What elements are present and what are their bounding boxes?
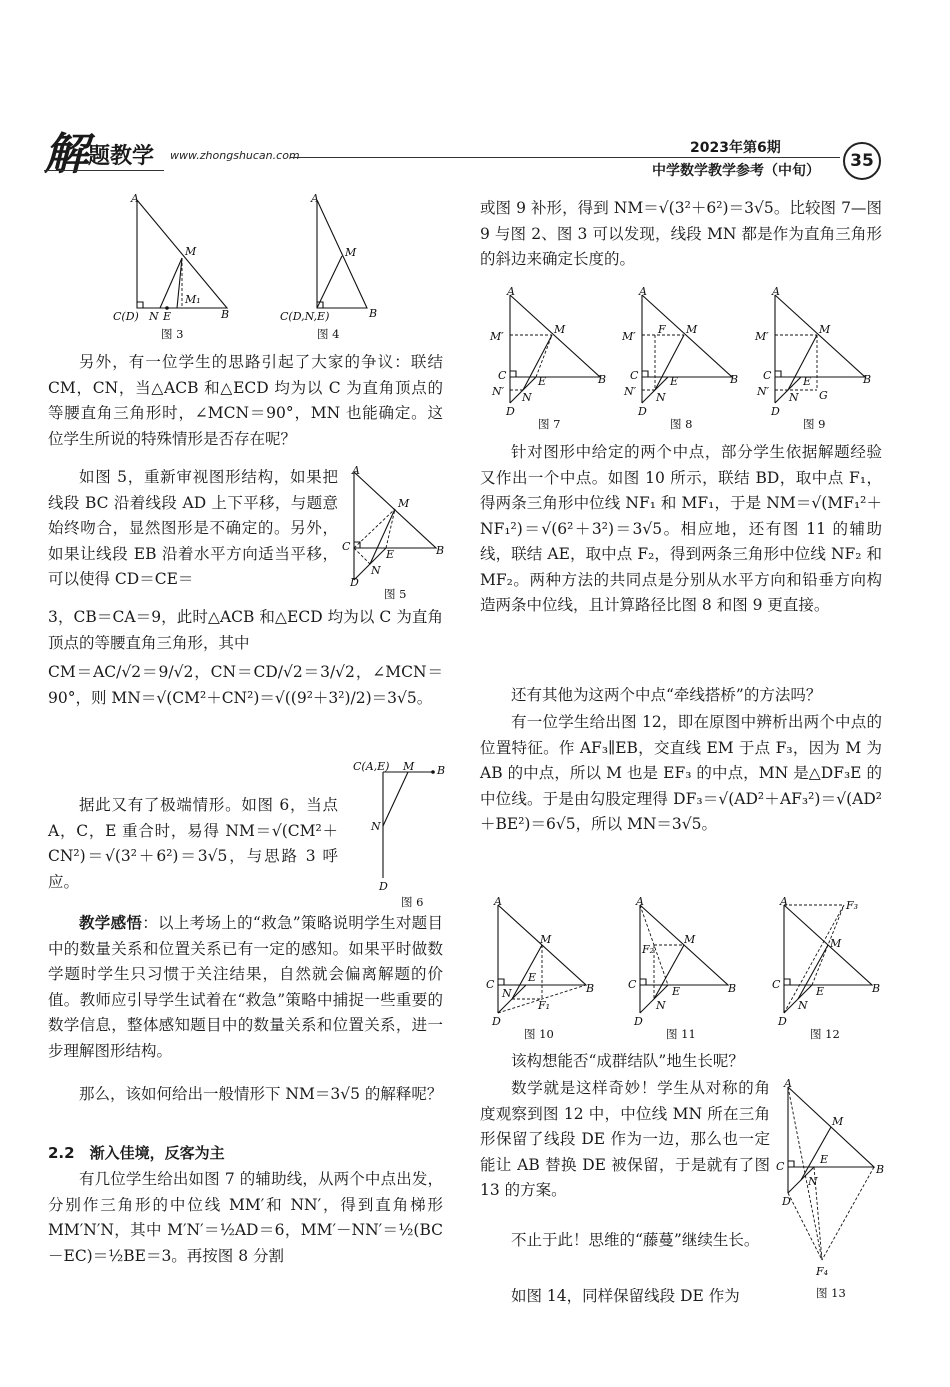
fig8-label-mp: M′	[622, 330, 636, 343]
fig13-label-b: B	[876, 1163, 885, 1176]
teaching-insight-label: 教学感悟	[79, 913, 143, 932]
fig11-label-c: C	[628, 978, 637, 991]
fig3-label-m: M	[185, 245, 197, 258]
fig6-label-n: N	[371, 820, 381, 833]
fig7-triangle-acb	[510, 295, 600, 377]
fig6-segment-nm	[383, 772, 408, 826]
teaching-insight-text: ：以上考场上的“救急”策略说明学生对题目中的数量关系和位置关系已有一定的感知。如果平时做数学题时学生只习惯于关注结果，自然就会偏离解题的价值。教师应引导学生试着在“救急”策略中捕捉一些重要的数学信息，整体感知题目中的数量关系和位置关系，进一步理解图形结构。	[48, 914, 443, 1060]
fig8-right-angle	[642, 371, 648, 377]
fig12-label-f3: F₃	[846, 899, 859, 912]
fig6-label-d: D	[379, 880, 388, 893]
right-paragraph-4: 有一位学生给出图 12，即在原图中辨析出两个中点的位置特征。作 AF₃∥EB，交直线 EM 于点 F₃，因为 M 为 AB 的中点，所以 M 也是 EF₃ 的中点，MN 是△DF₃E 的中位线。于是由勾股定理得 DF₃＝√(AD²＋AF₃²)＝√(AD²＋BE²)＝6√5，所以 MN＝3√5。	[480, 713, 882, 833]
fig7-label-n: N	[522, 391, 532, 404]
fig10-label-a: A	[494, 895, 502, 908]
fig7-right-angle	[510, 371, 516, 377]
figure-3	[105, 190, 245, 345]
fig12-label-a: A	[780, 895, 788, 908]
fig4-segment-nm	[317, 256, 342, 308]
fig8-label-c: C	[630, 369, 639, 382]
left-paragraph-6: 有几位学生给出如图 7 的辅助线，从两个中点出发，分别作三角形的中位线 MM′和 NN′，得到直角梯形 MM′N′N，其中 M′N′＝½AD＝6，MM′－NN′＝½(BC－EC)＝½BE＝3。再按图 8 分割	[48, 1170, 443, 1265]
fig9-label-np: N′	[757, 385, 770, 398]
fig8-label-np: N′	[624, 385, 637, 398]
fig8-label-b: B	[730, 373, 739, 386]
fig10-right-angle	[498, 979, 504, 985]
right-paragraph-6: 数学就是这样奇妙！学生从对称的角度观察到图 12 中，中位线 MN 所在三角形保留了线段 DE 作为一边，那么也一定能让 AB 替换 DE 被保留，于是就有了图 13 的方案。	[480, 1079, 770, 1199]
header-rule	[290, 157, 840, 158]
fig9-triangle-acb	[775, 295, 865, 377]
fig11-label-a: A	[636, 895, 644, 908]
fig3-caption: 图 3	[161, 327, 184, 341]
fig3-label-cd: C(D)	[113, 310, 139, 323]
fig10-caption: 图 10	[524, 1027, 554, 1041]
column-logo	[44, 118, 154, 182]
fig12-label-m: M	[830, 937, 842, 950]
fig13-label-n: N	[808, 1175, 818, 1188]
fig5-label-e: E	[386, 548, 395, 561]
fig7-label-c: C	[498, 369, 507, 382]
right-paragraph-3: 还有其他为这两个中点“牵线搭桥”的方法吗？	[511, 686, 822, 704]
fig12-right-angle	[784, 979, 790, 985]
figure-5	[340, 462, 450, 607]
fig3-label-m1: M₁	[185, 293, 201, 306]
fig7-label-m: M	[554, 323, 566, 336]
fig3-triangle-acb	[137, 200, 227, 308]
fig5-dash-cn	[354, 548, 370, 564]
fig3-label-b: B	[221, 308, 230, 321]
fig9-label-b: B	[863, 373, 872, 386]
fig13-label-c: C	[776, 1160, 785, 1173]
fig13-label-f4: F₄	[816, 1265, 829, 1278]
fig9-label-e: E	[803, 375, 812, 388]
fig10-label-f1: F₁	[538, 999, 551, 1012]
header-url: www.zhongshucan.com	[170, 149, 300, 162]
figure-9	[755, 285, 880, 435]
fig11-label-m: M	[684, 933, 696, 946]
fig9-label-a: A	[772, 285, 780, 298]
fig9-caption: 图 9	[803, 417, 826, 431]
fig3-label-a: A	[131, 192, 139, 205]
fig5-label-m: M	[398, 497, 410, 510]
header-rule-left	[44, 170, 164, 171]
fig12-label-c: C	[772, 978, 781, 991]
fig8-label-m: M	[686, 323, 698, 336]
fig12-label-b: B	[872, 982, 881, 995]
left-paragraph-4	[48, 910, 443, 1064]
fig6-label-m: M	[403, 760, 415, 773]
fig7-dash-em	[536, 335, 552, 377]
fig5-label-c: C	[342, 540, 351, 553]
fig10-label-n: N	[502, 987, 512, 1000]
fig9-right-angle	[775, 371, 781, 377]
fig13-right-angle	[788, 1161, 794, 1167]
fig3-label-n: N	[149, 310, 159, 323]
fig7-caption: 图 7	[538, 417, 561, 431]
fig5-label-n: N	[371, 564, 381, 577]
fig8-label-e: E	[670, 375, 679, 388]
fig11-label-d: D	[634, 1015, 643, 1028]
fig9-label-mp: M′	[755, 330, 769, 343]
fig3-segment-nm	[160, 258, 182, 308]
fig4-label-cdne: C(D,N,E)	[280, 310, 330, 323]
fig8-label-d: D	[638, 405, 647, 418]
fig8-label-a: A	[639, 285, 647, 298]
header-issue: 2023年第6期	[690, 140, 781, 156]
left-paragraph-2a: 如图 5，重新审视图形结构，如果把线段 BC 沿着线段 AD 上下平移，与题意始终吻合，显然图形是不确定的。另外，如果让线段 EB 沿着水平方向适当平移，可以使得 CD＝CE＝	[48, 468, 338, 588]
left-paragraph-2b: 3，CB＝CA＝9，此时△ACB 和△ECD 均为以 C 为直角顶点的等腰直角三角形，其中	[48, 608, 443, 652]
figure-13	[770, 1075, 895, 1305]
fig13-label-e: E	[820, 1153, 829, 1166]
fig10-label-d: D	[492, 1015, 501, 1028]
fig6-label-cae: C(A,E)	[353, 760, 390, 773]
fig11-right-angle	[640, 979, 646, 985]
fig4-label-a: A	[311, 192, 319, 205]
fig6-caption: 图 6	[401, 895, 424, 909]
fig7-label-d: D	[506, 405, 515, 418]
left-paragraph-1: 另外，有一位学生的思路引起了大家的争议：联结 CM，CN，当△ACB 和△ECD 均为以 C 为直角顶点的等腰直角三角形时，∠MCN＝90°，MN 也能确定。这位学生所说的特殊情形是否存在呢？	[48, 353, 443, 448]
figure-11	[622, 895, 752, 1045]
fig8-label-n: N	[656, 391, 666, 404]
fig9-label-g: G	[819, 389, 828, 402]
fig5-label-b: B	[436, 544, 445, 557]
fig9-label-c: C	[763, 369, 772, 382]
fig11-label-b: B	[728, 982, 737, 995]
right-paragraph-5: 该构想能否“成群结队”地生长呢？	[511, 1052, 744, 1070]
fig5-label-a: A	[352, 464, 360, 477]
fig8-triangle-acb	[642, 295, 732, 377]
fig5-dash-em	[386, 509, 395, 548]
fig11-label-n: N	[656, 999, 666, 1012]
fig11-label-e: E	[672, 985, 681, 998]
fig6-label-b: B	[437, 764, 446, 777]
fig7-label-a: A	[507, 285, 515, 298]
right-paragraph-1: 或图 9 补形，得到 NM＝√(3²＋6²)＝3√5。比较图 7—图 9 与图 2、图 3 可以发现，线段 MN 都是作为直角三角形的斜边来确定长度的。	[480, 199, 882, 268]
fig10-segment-nm	[512, 945, 542, 999]
fig3-label-e: E	[163, 310, 172, 323]
fig3-segment-em	[177, 258, 182, 308]
fig13-caption: 图 13	[816, 1286, 846, 1300]
fig12-label-e: E	[816, 985, 825, 998]
right-paragraph-7: 不止于此！思维的“藤蔓”继续生长。	[511, 1231, 760, 1249]
fig6-point-b	[431, 770, 435, 774]
fig9-label-d: D	[771, 405, 780, 418]
column-logo-small: 题教学	[88, 144, 155, 169]
fig7-label-b: B	[598, 373, 607, 386]
left-paragraph-5: 那么，该如何给出一般情形下 NM＝3√5 的解释呢？	[79, 1085, 443, 1103]
fig4-label-m: M	[345, 246, 357, 259]
figure-8	[622, 285, 747, 435]
fig8-caption: 图 8	[670, 417, 693, 431]
fig9-label-m: M	[819, 323, 831, 336]
fig13-label-a: A	[784, 1077, 792, 1090]
header-journal: 中学数学教学参考（中旬）	[652, 163, 820, 179]
column-logo-big: 解	[44, 129, 86, 180]
figure-7	[490, 285, 615, 435]
fig11-caption: 图 11	[666, 1027, 696, 1041]
fig4-label-b: B	[369, 307, 378, 320]
left-paragraph-3: 据此又有了极端情形。如图 6，当点 A，C，E 重合时，易得 NM＝√(CM²＋CN²)＝√(3²＋6²)＝3√5，与思路 3 呼应。	[48, 796, 338, 891]
figure-10	[480, 895, 610, 1045]
fig7-label-e: E	[538, 375, 547, 388]
fig7-label-mp: M′	[490, 330, 504, 343]
fig11-label-f2: F₂	[642, 943, 655, 956]
fig7-label-np: N′	[492, 385, 505, 398]
fig10-label-c: C	[486, 978, 495, 991]
fig13-label-m: M	[832, 1115, 844, 1128]
figure-12	[766, 895, 896, 1045]
fig8-label-f: F	[658, 323, 666, 336]
fig9-label-n: N	[789, 391, 799, 404]
fig13-label-d: D	[782, 1195, 791, 1208]
fig5-label-d: D	[350, 576, 359, 589]
section-heading-2-2: 2.2 渐入佳境，反客为主	[48, 1144, 225, 1162]
fig10-label-m: M	[540, 933, 552, 946]
fig13-dash-bf4	[822, 1167, 874, 1260]
fig4-caption: 图 4	[317, 327, 340, 341]
fig10-label-b: B	[586, 982, 595, 995]
fig12-caption: 图 12	[810, 1027, 840, 1041]
fig12-dash-df3	[784, 905, 844, 1013]
fig12-label-d: D	[778, 1015, 787, 1028]
fig3-right-angle	[137, 302, 143, 308]
right-paragraph-2: 针对图形中给定的两个中点，部分学生依据解题经验又作出一个中点。如图 10 所示，联结 BD，取中点 F₁，得两条三角形中位线 NF₁ 和 MF₁，于是 NM＝√(MF₁²＋NF₁²)＝√(6²＋3²)＝3√5。相应地，还有图 11 的辅助线，联结 AE，取中点 F₂，得到两条三角形中位线 NF₂ 和 MF₂。两种方法的共同点是分别从水平方向和铅垂方向构造两条中位线，且计算路径比图 8 和图 9 更直接。	[480, 443, 882, 614]
fig12-label-n: N	[798, 999, 808, 1012]
figure-6	[345, 760, 455, 910]
right-paragraph-8: 如图 14，同样保留线段 DE 作为	[511, 1287, 740, 1305]
left-paragraph-2c: CM＝AC/√2＝9/√2，CN＝CD/√2＝3/√2，∠MCN＝90°，则 MN＝√(CM²＋CN²)＝√((9²＋3²)/2)＝3√5。	[48, 663, 443, 707]
figure-4	[280, 190, 395, 345]
fig10-label-e: E	[528, 971, 537, 984]
page-number: 35	[843, 142, 881, 180]
fig5-caption: 图 5	[384, 587, 407, 601]
